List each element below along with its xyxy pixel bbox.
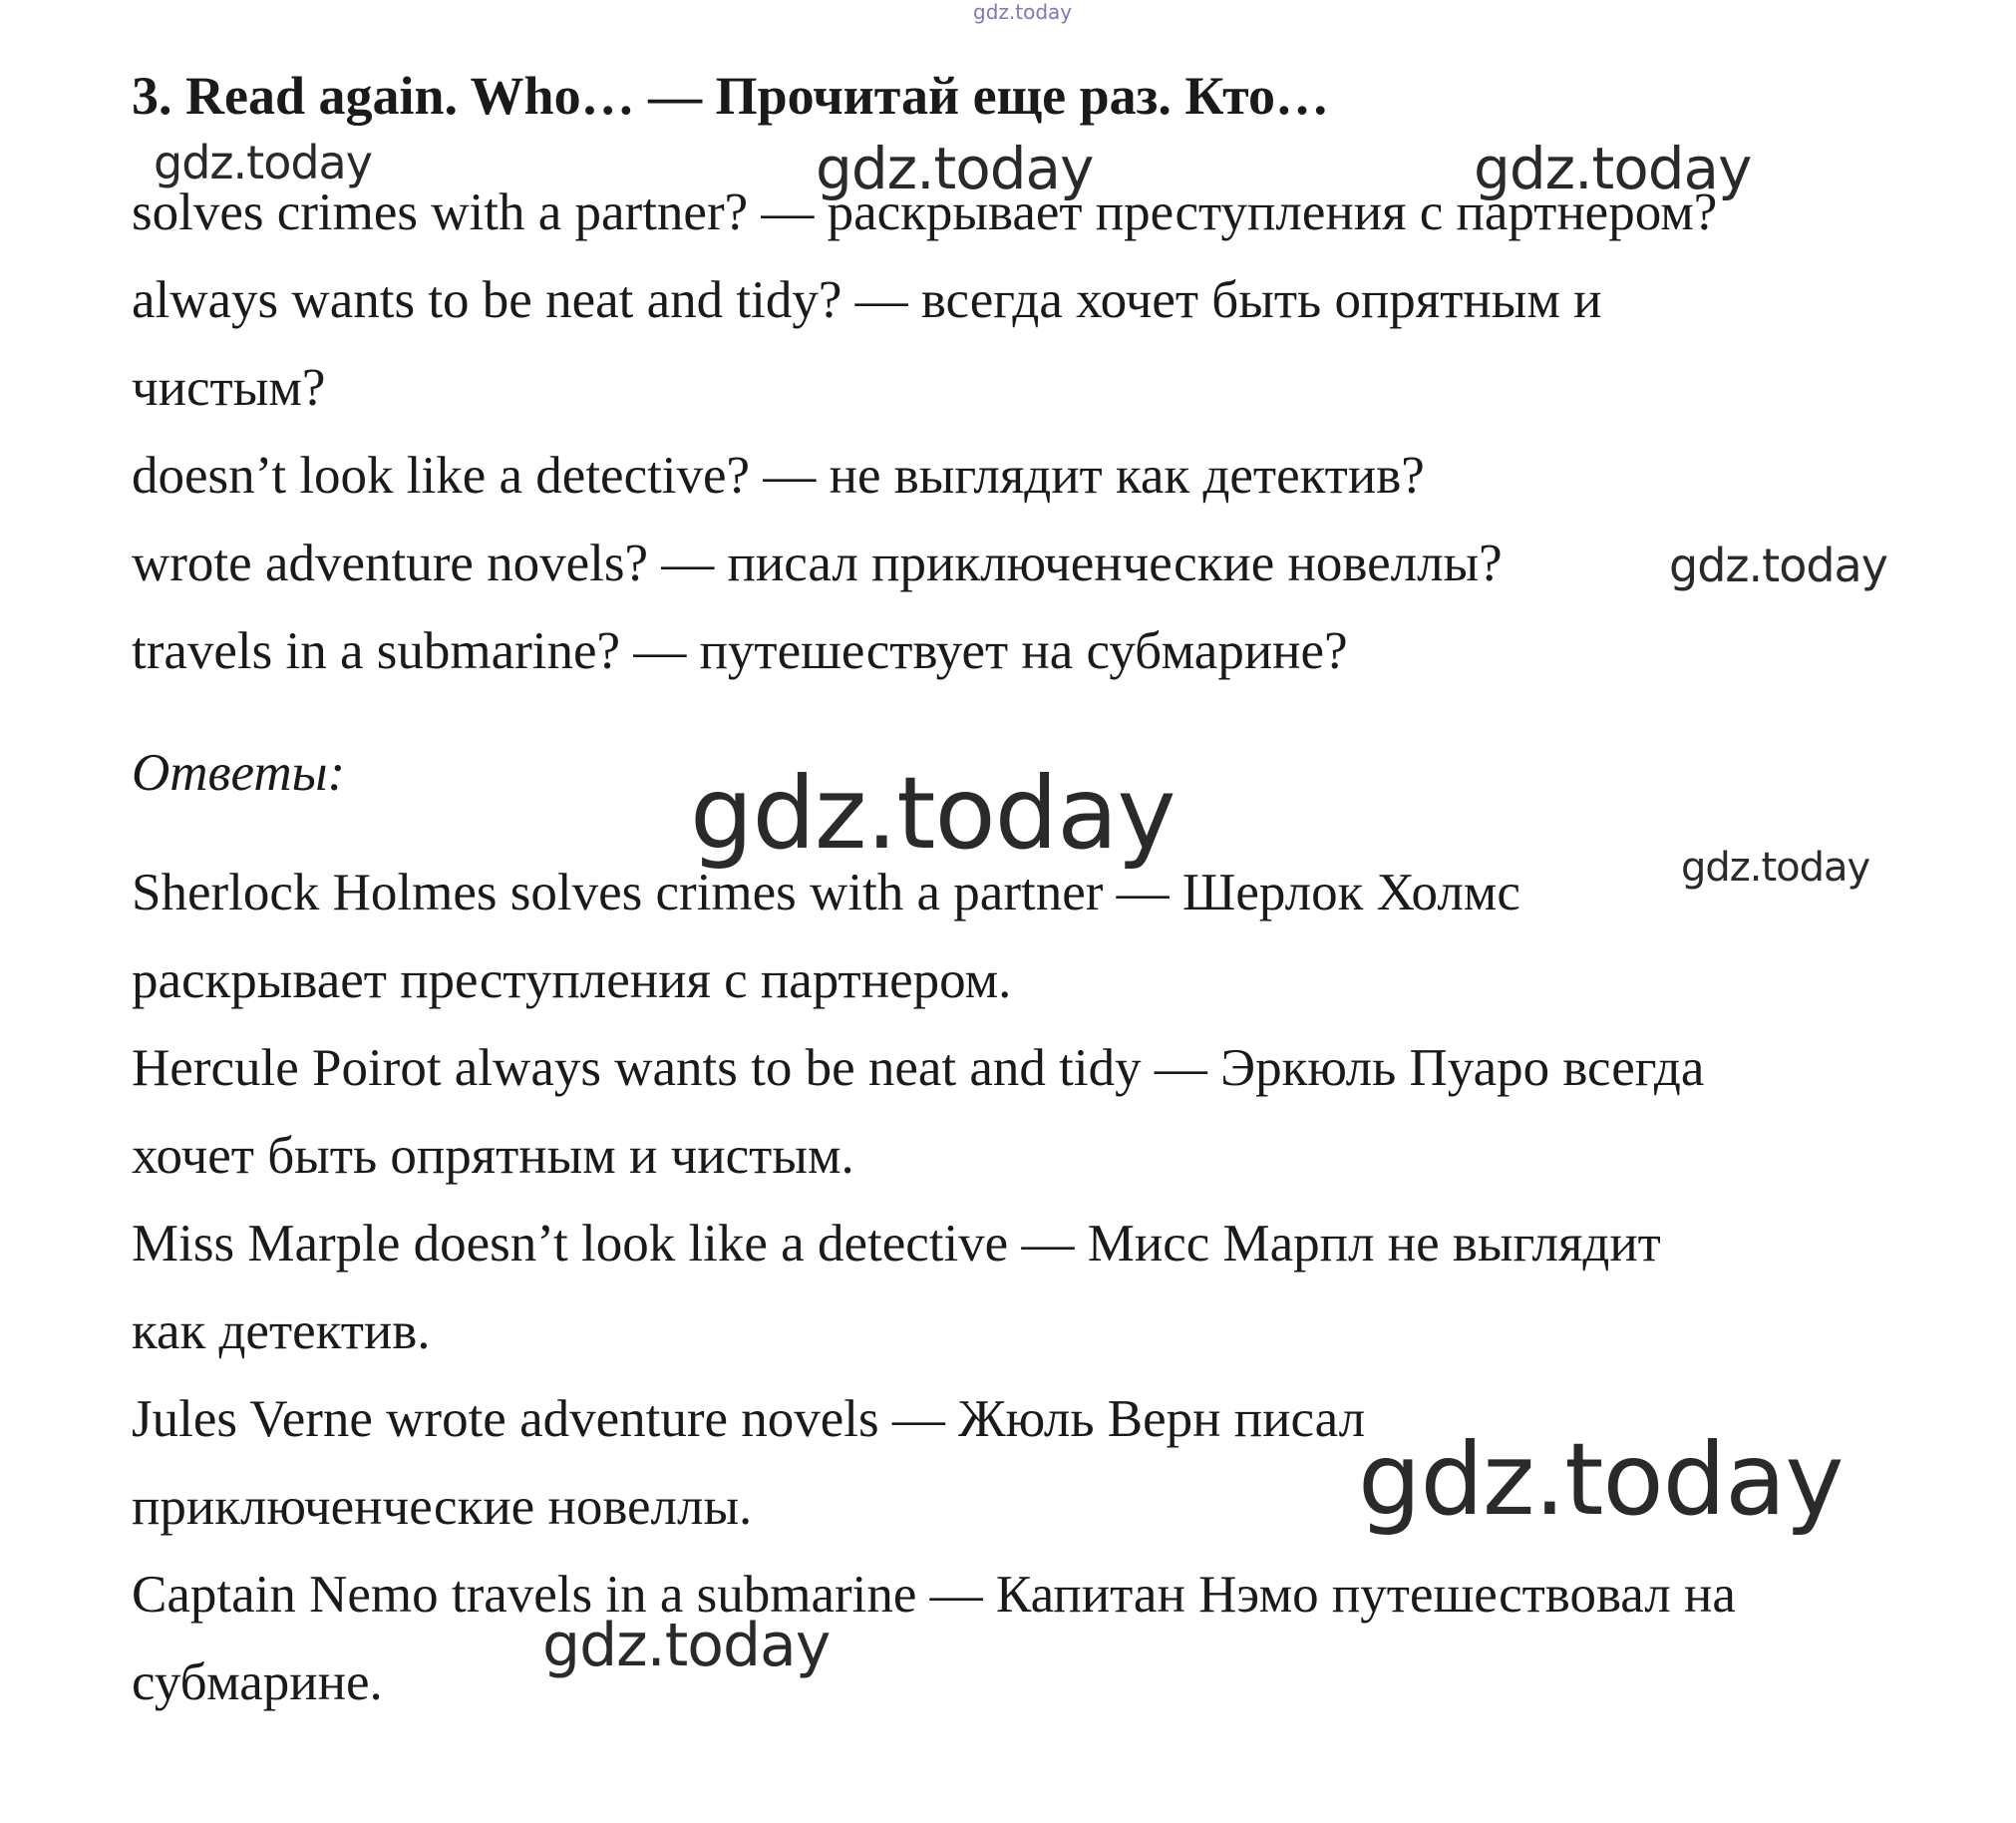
question-line: always wants to be neat and tidy? — всегда хочет быть опрятным и xyxy=(132,271,1602,329)
watermark: gdz.today xyxy=(1681,845,1870,891)
answers-label: Ответы: xyxy=(132,744,346,802)
answer-line: субмарине. xyxy=(132,1653,383,1711)
question-line: чистым? xyxy=(132,359,326,417)
watermark-large: gdz.today xyxy=(690,755,1176,872)
answer-line: Miss Marple doesn’t look like a detective — Мисс Марпл не выглядит xyxy=(132,1215,1661,1273)
answer-line: раскрывает преступления с партнером. xyxy=(132,951,1012,1009)
answer-line: хочет быть опрятным и чистым. xyxy=(132,1127,854,1185)
question-line: solves crimes with a partner? — раскрывает преступления с партнером? xyxy=(132,183,1718,241)
watermark: gdz.today xyxy=(1669,539,1887,592)
watermark: gdz.today xyxy=(816,135,1094,202)
question-line: doesn’t look like a detective? — не выглядит как детектив? xyxy=(132,447,1425,505)
exercise-heading: 3. Read again. Who… — Прочитай еще раз. Кто… xyxy=(132,66,1329,126)
watermark-top: gdz.today xyxy=(973,0,1073,24)
question-line: travels in a submarine? — путешествует на субмарине? xyxy=(132,622,1348,680)
answer-line: приключенческие новеллы. xyxy=(132,1478,753,1536)
answer-line: Captain Nemo travels in a submarine — Капитан Нэмо путешествовал на xyxy=(132,1566,1736,1624)
watermark-large: gdz.today xyxy=(1358,1421,1844,1538)
watermark: gdz.today xyxy=(1474,135,1752,202)
answer-line: Jules Verne wrote adventure novels — Жюль Верн писал xyxy=(132,1390,1366,1448)
answer-line: Hercule Poirot always wants to be neat and tidy — Эркюль Пуаро всегда xyxy=(132,1039,1705,1097)
watermark: gdz.today xyxy=(542,1611,831,1680)
question-line: wrote adventure novels? — писал приключенческие новеллы? xyxy=(132,535,1503,592)
answer-line: Sherlock Holmes solves crimes with a partner — Шерлок Холмс xyxy=(132,864,1520,921)
watermark: gdz.today xyxy=(154,136,372,189)
answer-line: как детектив. xyxy=(132,1302,431,1360)
